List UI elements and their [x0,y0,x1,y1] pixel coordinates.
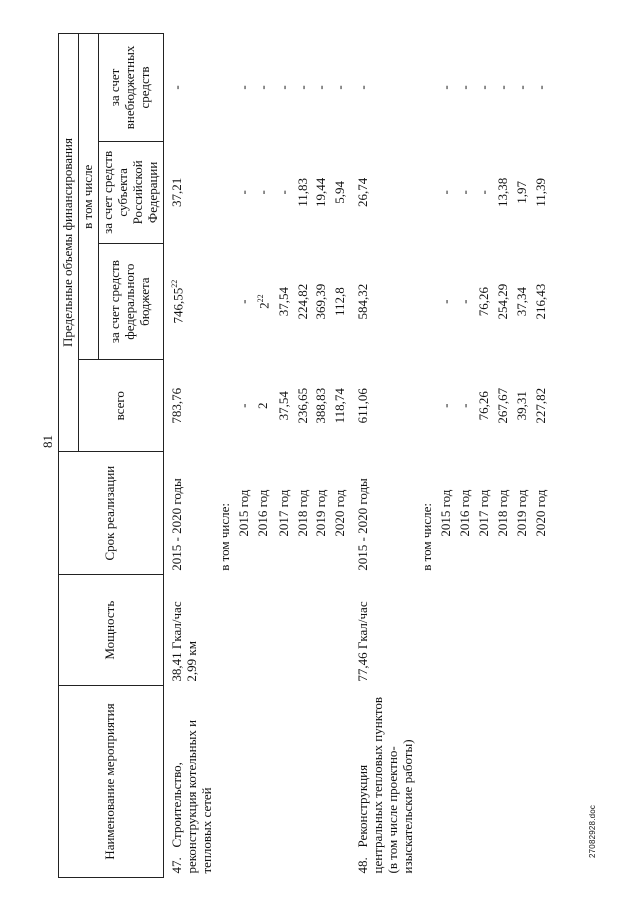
row-term: 2020 год [332,489,348,537]
cell-federal [418,243,437,360]
cell-name [331,686,350,878]
cell-power [294,575,313,686]
cell-term [418,451,437,574]
cell-extra [494,34,513,142]
cell-total [437,360,456,452]
row-term: 2015 - 2020 годы [355,478,371,571]
row-total: 388,83 [313,387,329,424]
row-federal: 369,39 [313,283,329,320]
header-including: в том числе [78,34,98,360]
table-row [437,34,456,878]
row-extrabudget: - [294,85,310,90]
row-extrabudget: - [313,85,329,90]
page-number: 81 [40,435,55,448]
federal-footnote-ref: 22 [169,279,179,288]
row-federal: - [456,299,472,304]
table-row [331,34,350,878]
cell-extra [312,34,331,142]
table-row [456,34,475,878]
cell-subject [294,141,313,243]
cell-name [437,686,456,878]
table-row [513,34,532,878]
cell-federal [331,243,350,360]
cell-term [513,451,532,574]
cell-extra [513,34,532,142]
cell-federal [216,243,235,360]
row-term: 2018 год [294,489,310,537]
row-total: - [456,403,472,408]
row-term: 2019 год [513,489,529,537]
row-extrabudget: - [355,85,371,90]
row-total: - [438,403,454,408]
cell-subject [475,141,494,243]
row-term: 2017 год [475,489,491,537]
table-row [216,34,235,878]
federal-footnote-ref: 22 [256,294,266,303]
cell-total [294,360,313,452]
cell-extra [254,34,274,142]
table-row [294,34,313,878]
cell-extra [532,34,551,142]
cell-name [235,686,254,878]
cell-extra [475,34,494,142]
cell-power [350,575,418,686]
row-extrabudget: - [275,85,291,90]
row-federal: 224,82 [294,283,310,320]
row-subject: - [236,190,252,195]
cell-term [294,451,313,574]
cell-subject [456,141,475,243]
row-subject: - [255,190,271,195]
row-federal: 37,54 [275,287,291,317]
cell-federal [254,243,274,360]
row-total: 118,74 [332,388,348,424]
financing-table-rotated [58,33,628,878]
cell-term [475,451,494,574]
cell-subject [275,141,294,243]
header-term: Срок реализации [59,451,164,574]
row-total: 2 [255,402,271,409]
row-subject: 19,44 [313,177,329,207]
cell-term [437,451,456,574]
row-subject: 1,97 [513,180,529,204]
header-power: Мощность [59,575,164,686]
cell-total [350,360,418,452]
cell-total [494,360,513,452]
cell-subject [235,141,254,243]
row-term: 2016 год [456,489,472,537]
financing-table [58,33,551,878]
cell-total [532,360,551,452]
row-federal: - [438,299,454,304]
cell-power [475,575,494,686]
row-subject: - [456,190,472,195]
cell-power [163,575,216,686]
cell-power [532,575,551,686]
row-index: 48. [355,857,371,874]
row-subject: - [475,190,491,195]
header-federal: за счет средств федерального бюджета [98,243,163,360]
cell-name [418,686,437,878]
cell-power [456,575,475,686]
row-total: 783,76 [168,387,184,424]
row-total: 37,54 [275,391,291,421]
cell-power [437,575,456,686]
cell-extra [437,34,456,142]
cell-term [532,451,551,574]
cell-subject [494,141,513,243]
row-subject: 37,21 [168,177,184,207]
row-term: 2015 - 2020 годы [168,478,184,571]
cell-name [350,686,418,878]
cell-total [254,360,274,452]
row-extrabudget: - [494,85,510,90]
cell-federal [475,243,494,360]
cell-name [513,686,532,878]
cell-term [275,451,294,574]
cell-term [216,451,235,574]
cell-subject [437,141,456,243]
cell-federal [437,243,456,360]
cell-name [456,686,475,878]
cell-term [350,451,418,574]
row-term: 2020 год [532,489,548,537]
row-power: 77,46 Гкал/час [355,601,371,682]
cell-power [216,575,235,686]
row-index: 47. [168,857,184,874]
cell-power [418,575,437,686]
row-extrabudget: - [456,85,472,90]
header-extrabudget: за счет внебюджетных средств [98,34,163,142]
cell-power [494,575,513,686]
cell-federal [350,243,418,360]
table-row [494,34,513,878]
row-total: - [236,403,252,408]
cell-extra [163,34,216,142]
row-total: 611,06 [355,388,371,424]
cell-federal [163,243,216,360]
cell-extra [456,34,475,142]
row-extrabudget: - [255,85,271,90]
row-subject: 5,94 [332,180,348,204]
cell-subject [513,141,532,243]
row-name: Реконструкция центральных тепловых пунктов (в том числе проектно-изыскательские работы) [355,697,416,874]
row-term: 2015 год [236,489,252,537]
table-row [235,34,254,878]
cell-federal [513,243,532,360]
cell-subject [350,141,418,243]
row-name: Строительство, реконструкция котельных и тепловых сетей [168,719,214,874]
row-extrabudget: - [168,85,184,90]
cell-name [532,686,551,878]
cell-extra [275,34,294,142]
cell-extra [331,34,350,142]
table-row [254,34,274,878]
cell-name [275,686,294,878]
footer-code: 27082928.doc [588,804,597,858]
cell-federal [312,243,331,360]
row-total: 227,82 [532,387,548,424]
cell-name [475,686,494,878]
cell-total [163,360,216,452]
table-row [418,34,437,878]
cell-total [216,360,235,452]
cell-subject [254,141,274,243]
row-term: 2015 год [438,489,454,537]
row-federal: 254,29 [494,283,510,320]
table-body [163,34,551,878]
cell-federal [294,243,313,360]
row-federal: 216,43 [532,283,548,320]
cell-term [254,451,274,574]
row-extrabudget: - [438,85,454,90]
row-term: 2019 год [313,489,329,537]
row-subject: - [438,190,454,195]
cell-name [216,686,235,878]
row-term: 2018 год [494,489,510,537]
table-row [475,34,494,878]
row-extrabudget: - [475,85,491,90]
row-federal: 746,55 [169,287,185,324]
table-row [532,34,551,878]
header-subject: за счет средств субъекта Российской Федерации [98,141,163,243]
table-row [275,34,294,878]
row-extrabudget: - [532,85,548,90]
table-row [312,34,331,878]
row-federal: 76,26 [475,287,491,317]
cell-total [312,360,331,452]
row-subject: 11,39 [532,177,548,207]
row-federal: 112,8 [332,287,348,317]
cell-total [418,360,437,452]
cell-power [331,575,350,686]
row-term: в том числе: [217,503,233,571]
row-extrabudget: - [236,85,252,90]
cell-federal [456,243,475,360]
cell-total [275,360,294,452]
row-power: 38,41 Гкал/час 2,99 км [168,601,199,682]
cell-total [235,360,254,452]
row-subject: 26,74 [355,177,371,207]
row-total: 76,26 [475,391,491,421]
cell-total [513,360,532,452]
row-term: 2016 год [255,489,271,537]
cell-term [163,451,216,574]
cell-name [294,686,313,878]
row-total: 39,31 [513,391,529,421]
cell-subject [418,141,437,243]
header-limits: Предельные объемы финансирования [59,34,79,452]
cell-extra [350,34,418,142]
cell-term [331,451,350,574]
cell-power [275,575,294,686]
cell-extra [294,34,313,142]
cell-name [254,686,274,878]
row-federal: 37,34 [513,287,529,317]
header-name: Наименование мероприятия [59,686,164,878]
cell-subject [312,141,331,243]
cell-name [163,686,216,878]
table-row [163,34,216,878]
cell-power [235,575,254,686]
row-term: 2017 год [275,489,291,537]
cell-total [475,360,494,452]
cell-total [331,360,350,452]
table-row [350,34,418,878]
header-total: всего [78,360,163,452]
cell-power [513,575,532,686]
row-extrabudget: - [332,85,348,90]
row-subject: 13,38 [494,177,510,207]
cell-subject [532,141,551,243]
cell-subject [331,141,350,243]
cell-extra [216,34,235,142]
cell-federal [494,243,513,360]
row-total: 267,67 [494,387,510,424]
row-extrabudget: - [513,85,529,90]
row-subject: 11,83 [294,177,310,207]
row-term: в том числе: [419,503,435,571]
cell-name [312,686,331,878]
cell-term [235,451,254,574]
cell-term [312,451,331,574]
cell-federal [235,243,254,360]
cell-term [456,451,475,574]
cell-power [312,575,331,686]
cell-subject [163,141,216,243]
cell-term [494,451,513,574]
cell-subject [216,141,235,243]
row-federal: 2 [256,302,272,309]
cell-name [494,686,513,878]
cell-federal [275,243,294,360]
cell-federal [532,243,551,360]
cell-power [254,575,274,686]
row-subject: - [275,190,291,195]
cell-total [456,360,475,452]
row-total: 236,65 [294,387,310,424]
cell-extra [235,34,254,142]
row-federal: - [236,299,252,304]
cell-extra [418,34,437,142]
row-federal: 584,32 [355,283,371,320]
